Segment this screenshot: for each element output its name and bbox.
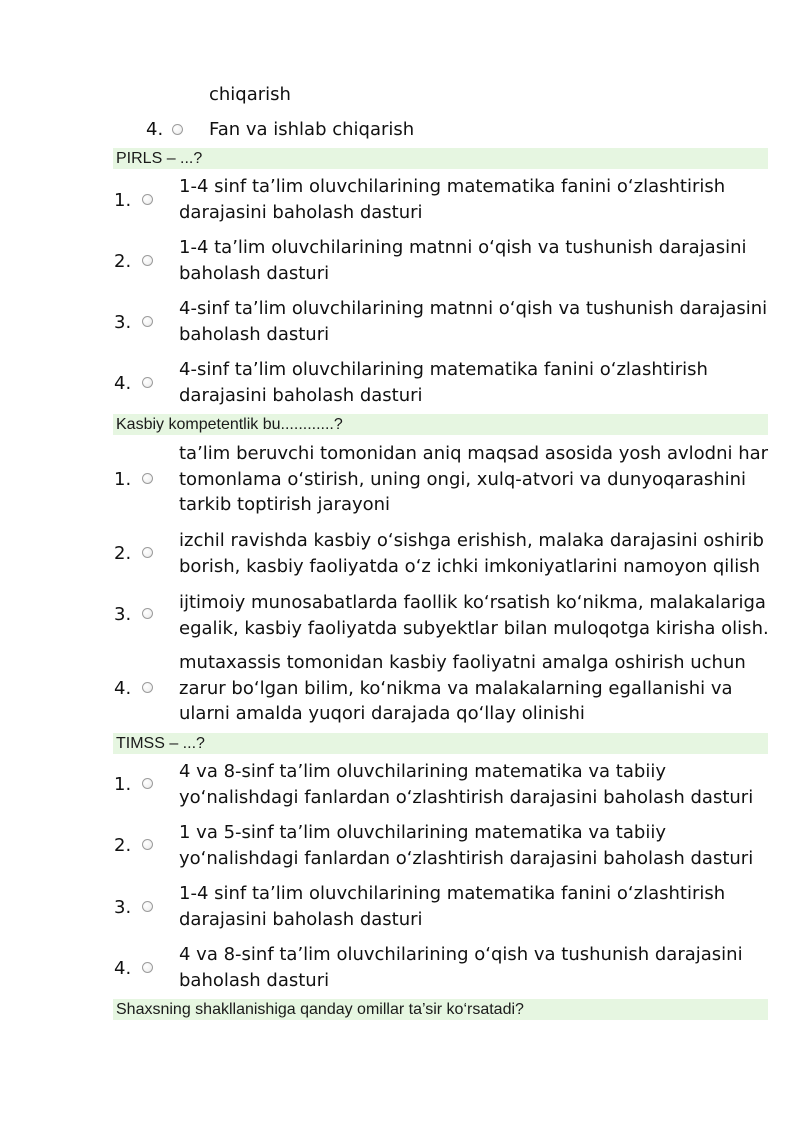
option-number: 3. bbox=[114, 604, 132, 625]
option-text: 4 va 8-sinf ta’lim oluvchilarining o‘qish va tushunish darajasini baholash dasturi bbox=[179, 944, 743, 991]
radio-button[interactable] bbox=[142, 778, 153, 789]
option-text-continuation: chiqarish bbox=[209, 84, 291, 105]
option-number: 2. bbox=[114, 251, 132, 272]
radio-button[interactable] bbox=[142, 377, 153, 388]
option-text: ijtimoiy munosabatlarda faollik ko‘rsatish ko‘nikma, malakalariga egalik, kasbiy faoliyatda subyektlar bilan muloqotga kirisha olish. bbox=[179, 592, 769, 639]
option-text: ta’lim beruvchi tomonidan aniq maqsad asosida yosh avlodni har tomonlama o‘stirish, uning ongi, xulq-atvori va dunyoqarashini tarkib toptirish jarayoni bbox=[179, 443, 769, 515]
option-text: 4 va 8-sinf ta’lim oluvchilarining matematika va tabiiy yo‘nalishdagi fanlardan o‘zlashtirish darajasini baholash dasturi bbox=[179, 761, 754, 808]
option-text: 1-4 sinf ta’lim oluvchilarining matematika fanini o‘zlashtirish darajasini baholash dasturi bbox=[179, 176, 726, 223]
option-number: 1. bbox=[114, 774, 132, 795]
question-header: PIRLS – ...? bbox=[113, 148, 768, 169]
radio-button[interactable] bbox=[142, 608, 153, 619]
option-number: 1. bbox=[114, 190, 132, 211]
option-number: 3. bbox=[114, 312, 132, 333]
option-number: 3. bbox=[114, 897, 132, 918]
option-number: 2. bbox=[114, 543, 132, 564]
option-number: 1. bbox=[114, 469, 132, 490]
option-number: 2. bbox=[114, 835, 132, 856]
option-text: 1-4 sinf ta’lim oluvchilarining matematika fanini o‘zlashtirish darajasini baholash dasturi bbox=[179, 883, 726, 930]
radio-button[interactable] bbox=[142, 547, 153, 558]
option-text: Fan va ishlab chiqarish bbox=[209, 119, 415, 140]
option-text: 4-sinf ta’lim oluvchilarining matematika fanini o‘zlashtirish darajasini baholash dasturi bbox=[179, 359, 708, 406]
option-number: 4. bbox=[114, 373, 132, 394]
radio-button[interactable] bbox=[142, 255, 153, 266]
option-text: 1 va 5-sinf ta’lim oluvchilarining matematika va tabiiy yo‘nalishdagi fanlardan o‘zlashtirish darajasini baholash dasturi bbox=[179, 822, 754, 869]
radio-button[interactable] bbox=[142, 962, 153, 973]
radio-button[interactable] bbox=[172, 124, 183, 135]
option-number: 4. bbox=[146, 119, 164, 140]
radio-button[interactable] bbox=[142, 316, 153, 327]
option-number: 4. bbox=[114, 678, 132, 699]
radio-button[interactable] bbox=[142, 194, 153, 205]
radio-button[interactable] bbox=[142, 682, 153, 693]
option-text: 4-sinf ta’lim oluvchilarining matnni o‘qish va tushunish darajasini baholash dasturi bbox=[179, 298, 768, 345]
option-text: izchil ravishda kasbiy o‘sishga erishish, malaka darajasini oshirib borish, kasbiy faoliyatda o‘z ichki imkoniyatlarini namoyon qilish bbox=[179, 530, 764, 577]
question-header: TIMSS – ...? bbox=[113, 733, 768, 754]
radio-button[interactable] bbox=[142, 473, 153, 484]
radio-button[interactable] bbox=[142, 901, 153, 912]
option-number: 4. bbox=[114, 958, 132, 979]
option-text: 1-4 ta’lim oluvchilarining matnni o‘qish va tushunish darajasini baholash dasturi bbox=[179, 237, 747, 284]
radio-button[interactable] bbox=[142, 839, 153, 850]
option-text: mutaxassis tomonidan kasbiy faoliyatni amalga oshirish uchun zarur bo‘lgan bilim, ko‘nikma va malakalarning egallanishi va ularni amalda yuqori darajada qo‘llay olinishi bbox=[179, 652, 746, 724]
question-header: Shaxsning shakllanishiga qanday omillar ta’sir ko‘rsatadi? bbox=[113, 999, 768, 1020]
question-header: Kasbiy kompetentlik bu............? bbox=[113, 414, 768, 435]
